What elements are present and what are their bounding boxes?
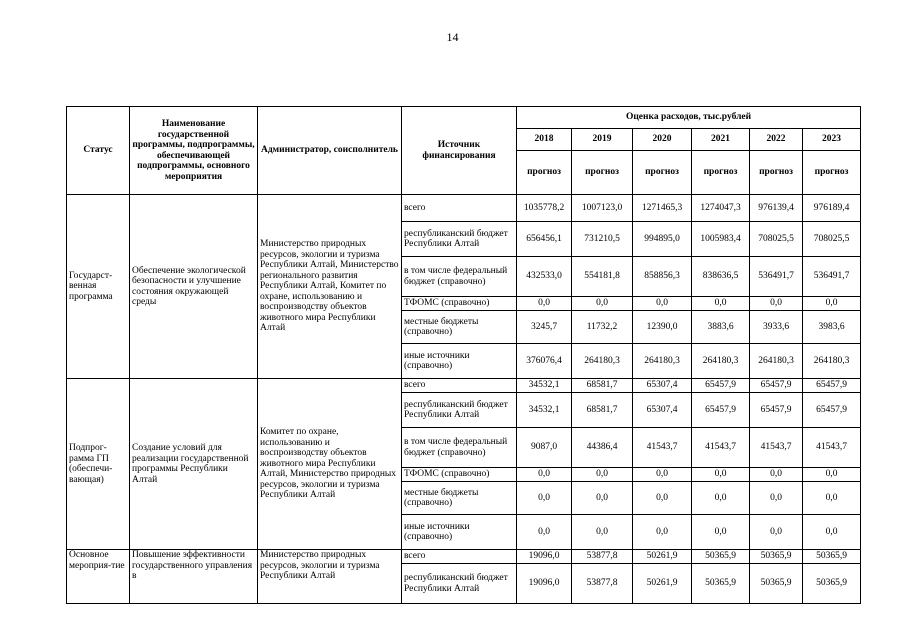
expense-value: 3933,6 bbox=[750, 311, 803, 344]
section-name: Повышение эффективности государственного управления в bbox=[130, 550, 258, 604]
header-forecast: прогноз bbox=[692, 151, 750, 195]
expense-value: 976139,4 bbox=[750, 195, 803, 222]
expense-value: 536491,7 bbox=[750, 257, 803, 297]
expense-value: 0,0 bbox=[633, 515, 692, 550]
expense-value: 0,0 bbox=[803, 468, 861, 482]
funding-source: местные бюджеты (справочно) bbox=[402, 311, 517, 344]
expense-value: 65457,9 bbox=[692, 393, 750, 428]
expense-value: 0,0 bbox=[633, 297, 692, 311]
expense-value: 50365,9 bbox=[750, 550, 803, 564]
funding-source: республиканский бюджет Республики Алтай bbox=[402, 564, 517, 604]
expense-value: 264180,3 bbox=[750, 344, 803, 379]
expense-value: 53877,8 bbox=[572, 564, 633, 604]
expense-value: 0,0 bbox=[750, 482, 803, 515]
section-status: Основное мероприя-тие bbox=[67, 550, 130, 604]
expense-value: 12390,0 bbox=[633, 311, 692, 344]
expense-value: 53877,8 bbox=[572, 550, 633, 564]
expense-value: 1007123,0 bbox=[572, 195, 633, 222]
expense-value: 0,0 bbox=[803, 297, 861, 311]
expense-value: 34532,1 bbox=[517, 393, 572, 428]
expense-value: 0,0 bbox=[572, 468, 633, 482]
expense-value: 0,0 bbox=[633, 468, 692, 482]
expense-value: 65457,9 bbox=[803, 379, 861, 393]
expenditure-table bbox=[66, 106, 861, 604]
expense-value: 50261,9 bbox=[633, 564, 692, 604]
expense-value: 19096,0 bbox=[517, 564, 572, 604]
funding-source: иные источники (справочно) bbox=[402, 344, 517, 379]
expense-value: 708025,5 bbox=[803, 222, 861, 257]
page-number: 14 bbox=[446, 30, 459, 44]
funding-source: всего bbox=[402, 379, 517, 393]
expense-value: 432533,0 bbox=[517, 257, 572, 297]
expense-value: 0,0 bbox=[750, 468, 803, 482]
header-forecast: прогноз bbox=[803, 151, 861, 195]
funding-source: республиканский бюджет Республики Алтай bbox=[402, 393, 517, 428]
expense-value: 1271465,3 bbox=[633, 195, 692, 222]
expense-value: 41543,7 bbox=[750, 428, 803, 468]
table-row bbox=[67, 195, 861, 222]
expense-value: 0,0 bbox=[803, 482, 861, 515]
header-name: Наименование государственной программы, подпрограммы, обеспечивающей подпрограммы, основного мероприятия bbox=[130, 107, 258, 195]
expense-value: 0,0 bbox=[517, 297, 572, 311]
expense-value: 0,0 bbox=[572, 515, 633, 550]
header-year: 2019 bbox=[572, 129, 633, 151]
expense-value: 976189,4 bbox=[803, 195, 861, 222]
table-row bbox=[67, 379, 861, 393]
expense-value: 3245,7 bbox=[517, 311, 572, 344]
header-forecast: прогноз bbox=[572, 151, 633, 195]
expense-value: 0,0 bbox=[517, 515, 572, 550]
header-forecast: прогноз bbox=[517, 151, 572, 195]
header-source: Источник финансирования bbox=[402, 107, 517, 195]
funding-source: в том числе федеральный бюджет (справочно) bbox=[402, 257, 517, 297]
header-status: Статус bbox=[67, 107, 130, 195]
section-status: Подпрог-рамма ГП (обеспечи-вающая) bbox=[67, 379, 130, 550]
expense-value: 68581,7 bbox=[572, 393, 633, 428]
expense-value: 264180,3 bbox=[692, 344, 750, 379]
expense-value: 41543,7 bbox=[633, 428, 692, 468]
expense-value: 0,0 bbox=[692, 482, 750, 515]
section-admin: Министерство природных ресурсов, экологии и туризма Республики Алтай, Министерство регионального развития Республики Алтай, Комитет по охране, использованию и воспроизводству объектов животного мира Республики Алтай bbox=[258, 195, 402, 379]
funding-source: республиканский бюджет Республики Алтай bbox=[402, 222, 517, 257]
expense-value: 264180,3 bbox=[572, 344, 633, 379]
expense-value: 656456,1 bbox=[517, 222, 572, 257]
expense-value: 65457,9 bbox=[750, 379, 803, 393]
expense-value: 50365,9 bbox=[803, 550, 861, 564]
expense-value: 0,0 bbox=[517, 482, 572, 515]
expense-value: 264180,3 bbox=[633, 344, 692, 379]
header-forecast: прогноз bbox=[633, 151, 692, 195]
expense-value: 50365,9 bbox=[803, 564, 861, 604]
funding-source: иные источники (справочно) bbox=[402, 515, 517, 550]
expense-value: 0,0 bbox=[517, 468, 572, 482]
expense-value: 0,0 bbox=[692, 297, 750, 311]
expense-value: 3883,6 bbox=[692, 311, 750, 344]
funding-source: ТФОМС (справочно) bbox=[402, 468, 517, 482]
header-admin: Администратор, соисполнитель bbox=[258, 107, 402, 195]
expense-value: 0,0 bbox=[633, 482, 692, 515]
expense-value: 0,0 bbox=[692, 515, 750, 550]
expense-value: 34532,1 bbox=[517, 379, 572, 393]
expense-value: 65307,4 bbox=[633, 379, 692, 393]
expense-value: 3983,6 bbox=[803, 311, 861, 344]
funding-source: ТФОМС (справочно) bbox=[402, 297, 517, 311]
expense-value: 68581,7 bbox=[572, 379, 633, 393]
expense-value: 838636,5 bbox=[692, 257, 750, 297]
funding-source: всего bbox=[402, 550, 517, 564]
expense-value: 0,0 bbox=[572, 297, 633, 311]
header-year: 2022 bbox=[750, 129, 803, 151]
expense-value: 536491,7 bbox=[803, 257, 861, 297]
expense-value: 376076,4 bbox=[517, 344, 572, 379]
expense-value: 554181,8 bbox=[572, 257, 633, 297]
header-estimate: Оценка расходов, тыс.рублей bbox=[517, 107, 861, 129]
expense-value: 0,0 bbox=[750, 297, 803, 311]
section-name: Создание условий для реализации государственной программы Республики Алтай bbox=[130, 379, 258, 550]
expense-value: 65457,9 bbox=[750, 393, 803, 428]
funding-source: местные бюджеты (справочно) bbox=[402, 482, 517, 515]
expense-value: 1035778,2 bbox=[517, 195, 572, 222]
expense-value: 708025,5 bbox=[750, 222, 803, 257]
expense-value: 65457,9 bbox=[803, 393, 861, 428]
section-admin: Комитет по охране, использованию и воспроизводству объектов животного мира Республики Алтай, Министерство природных ресурсов, экологии и туризма Республики Алтай bbox=[258, 379, 402, 550]
expense-value: 65307,4 bbox=[633, 393, 692, 428]
section-admin: Министерство природных ресурсов, экологии и туризма Республики Алтай bbox=[258, 550, 402, 604]
expense-value: 731210,5 bbox=[572, 222, 633, 257]
expense-value: 50365,9 bbox=[750, 564, 803, 604]
expense-value: 1274047,3 bbox=[692, 195, 750, 222]
section-status: Государст-венная программа bbox=[67, 195, 130, 379]
header-year: 2018 bbox=[517, 129, 572, 151]
expense-value: 65457,9 bbox=[692, 379, 750, 393]
expense-value: 50261,9 bbox=[633, 550, 692, 564]
table-row bbox=[67, 550, 861, 564]
expense-value: 1005983,4 bbox=[692, 222, 750, 257]
header-year: 2023 bbox=[803, 129, 861, 151]
header-forecast: прогноз bbox=[750, 151, 803, 195]
expense-value: 50365,9 bbox=[692, 550, 750, 564]
expense-value: 11732,2 bbox=[572, 311, 633, 344]
expense-value: 9087,0 bbox=[517, 428, 572, 468]
expense-value: 0,0 bbox=[572, 482, 633, 515]
expense-value: 0,0 bbox=[750, 515, 803, 550]
expense-value: 50365,9 bbox=[692, 564, 750, 604]
expense-value: 0,0 bbox=[803, 515, 861, 550]
funding-source: в том числе федеральный бюджет (справочно) bbox=[402, 428, 517, 468]
header-year: 2020 bbox=[633, 129, 692, 151]
expense-value: 0,0 bbox=[692, 468, 750, 482]
section-name: Обеспечение экологической безопасности и улучшение состояния окружающей среды bbox=[130, 195, 258, 379]
expense-value: 19096,0 bbox=[517, 550, 572, 564]
expense-value: 41543,7 bbox=[692, 428, 750, 468]
expense-value: 41543,7 bbox=[803, 428, 861, 468]
funding-source: всего bbox=[402, 195, 517, 222]
expense-value: 994895,0 bbox=[633, 222, 692, 257]
expense-value: 264180,3 bbox=[803, 344, 861, 379]
expense-value: 44386,4 bbox=[572, 428, 633, 468]
expense-value: 858856,3 bbox=[633, 257, 692, 297]
header-year: 2021 bbox=[692, 129, 750, 151]
